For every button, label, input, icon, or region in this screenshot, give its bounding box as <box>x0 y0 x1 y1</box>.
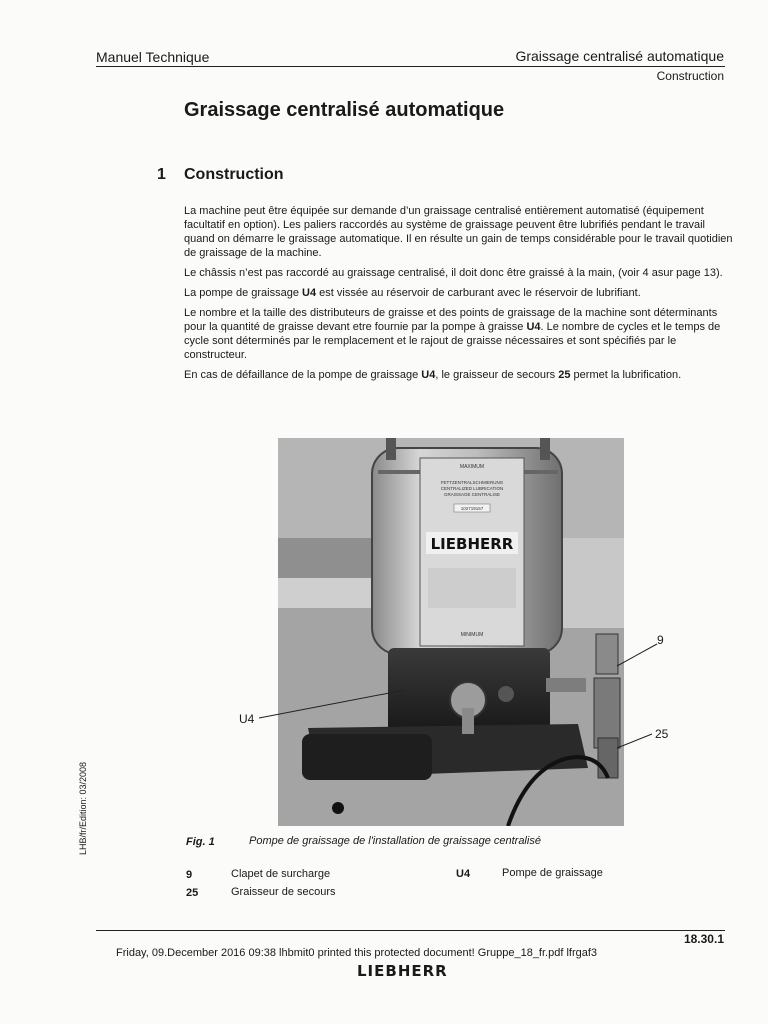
paragraph-2: Le châssis n’est pas raccordé au graissage centralisé, il doit donc être graissé à la main, (voir 4 asur page 13). <box>184 267 723 279</box>
callout-u4: U4 <box>239 712 255 726</box>
figure-caption: Pompe de graissage de l'installation de graissage centralisé <box>249 835 541 847</box>
page-title: Graissage centralisé automatique <box>184 99 505 121</box>
footer-rule <box>96 930 725 931</box>
label-minimum: MINIMUM <box>460 632 484 638</box>
body-text <box>184 204 734 388</box>
callout-25: 25 <box>655 727 669 741</box>
section-number: 1 <box>157 166 166 183</box>
label-line2: CENTRALIZED LUBRICATION <box>440 486 504 491</box>
header-rule <box>96 66 725 67</box>
label-line1: FETTZENTRALSCHMIERUNG <box>440 480 504 485</box>
legend-num-9: 9 <box>186 869 193 881</box>
label-maximum: MAXIMUM <box>459 464 485 470</box>
paragraph-4: Le nombre et la taille des distributeurs de graisse et des points de graissage de la machine sont déterminants pour la quantité de graisse devant etre fournie par la pompe à graisse U4. Le nombre de cycles et le temps de cycle sont déterminés par le remplacement et le rajout de graisse nécessaires et sont spécifiés par le constructeur. <box>184 307 721 361</box>
callout-lines <box>255 630 665 750</box>
legend-num-u4: U4 <box>456 868 471 880</box>
liebherr-logo: LIEBHERR <box>357 962 448 980</box>
header-left: Manuel Technique <box>96 49 210 65</box>
legend-text-9: Clapet de surcharge <box>231 868 331 880</box>
header-subtitle: Construction <box>656 69 724 83</box>
paragraph-3: La pompe de graissage U4 est vissée au réservoir de carburant avec le réservoir de lubrifiant. <box>184 287 641 299</box>
edition-side-text: LHB/fr/Edition: 03/2008 <box>78 761 88 855</box>
page-number: 18.30.1 <box>683 932 724 946</box>
paragraph-5: En cas de défaillance de la pompe de graissage U4, le graisseur de secours 25 permet la lubrification. <box>184 369 682 381</box>
print-info: Friday, 09.December 2016 09:38 lhbmit0 printed this protected document! Gruppe_18_fr.pdf lfrgaf3 <box>116 947 598 959</box>
label-line3: GRAISSAGE CENTRALISE <box>443 492 501 497</box>
callout-9: 9 <box>657 633 664 647</box>
legend-num-25: 25 <box>186 887 199 899</box>
header-right: Graissage centralisé automatique <box>515 48 724 64</box>
figure-label: Fig. 1 <box>186 836 215 848</box>
paragraph-1: La machine peut être équipée sur demande d’un graissage centralisé entièrement automatisé (équipement facultatif en option). Les paliers raccordés au système de graissage peuvent être lubrifiés pendant le travail quand on démarre le graissage automatique. Il en résulte un gain de temps considérable pour le travail quotidien de graissage de la machine. <box>184 205 733 259</box>
label-brand: LIEBHERR <box>430 535 514 553</box>
legend-text-25: Graisseur de secours <box>231 886 336 898</box>
label-part-no: 102719157 <box>460 506 484 511</box>
legend-text-u4: Pompe de graissage <box>502 867 603 879</box>
section-title: Construction <box>184 166 284 183</box>
